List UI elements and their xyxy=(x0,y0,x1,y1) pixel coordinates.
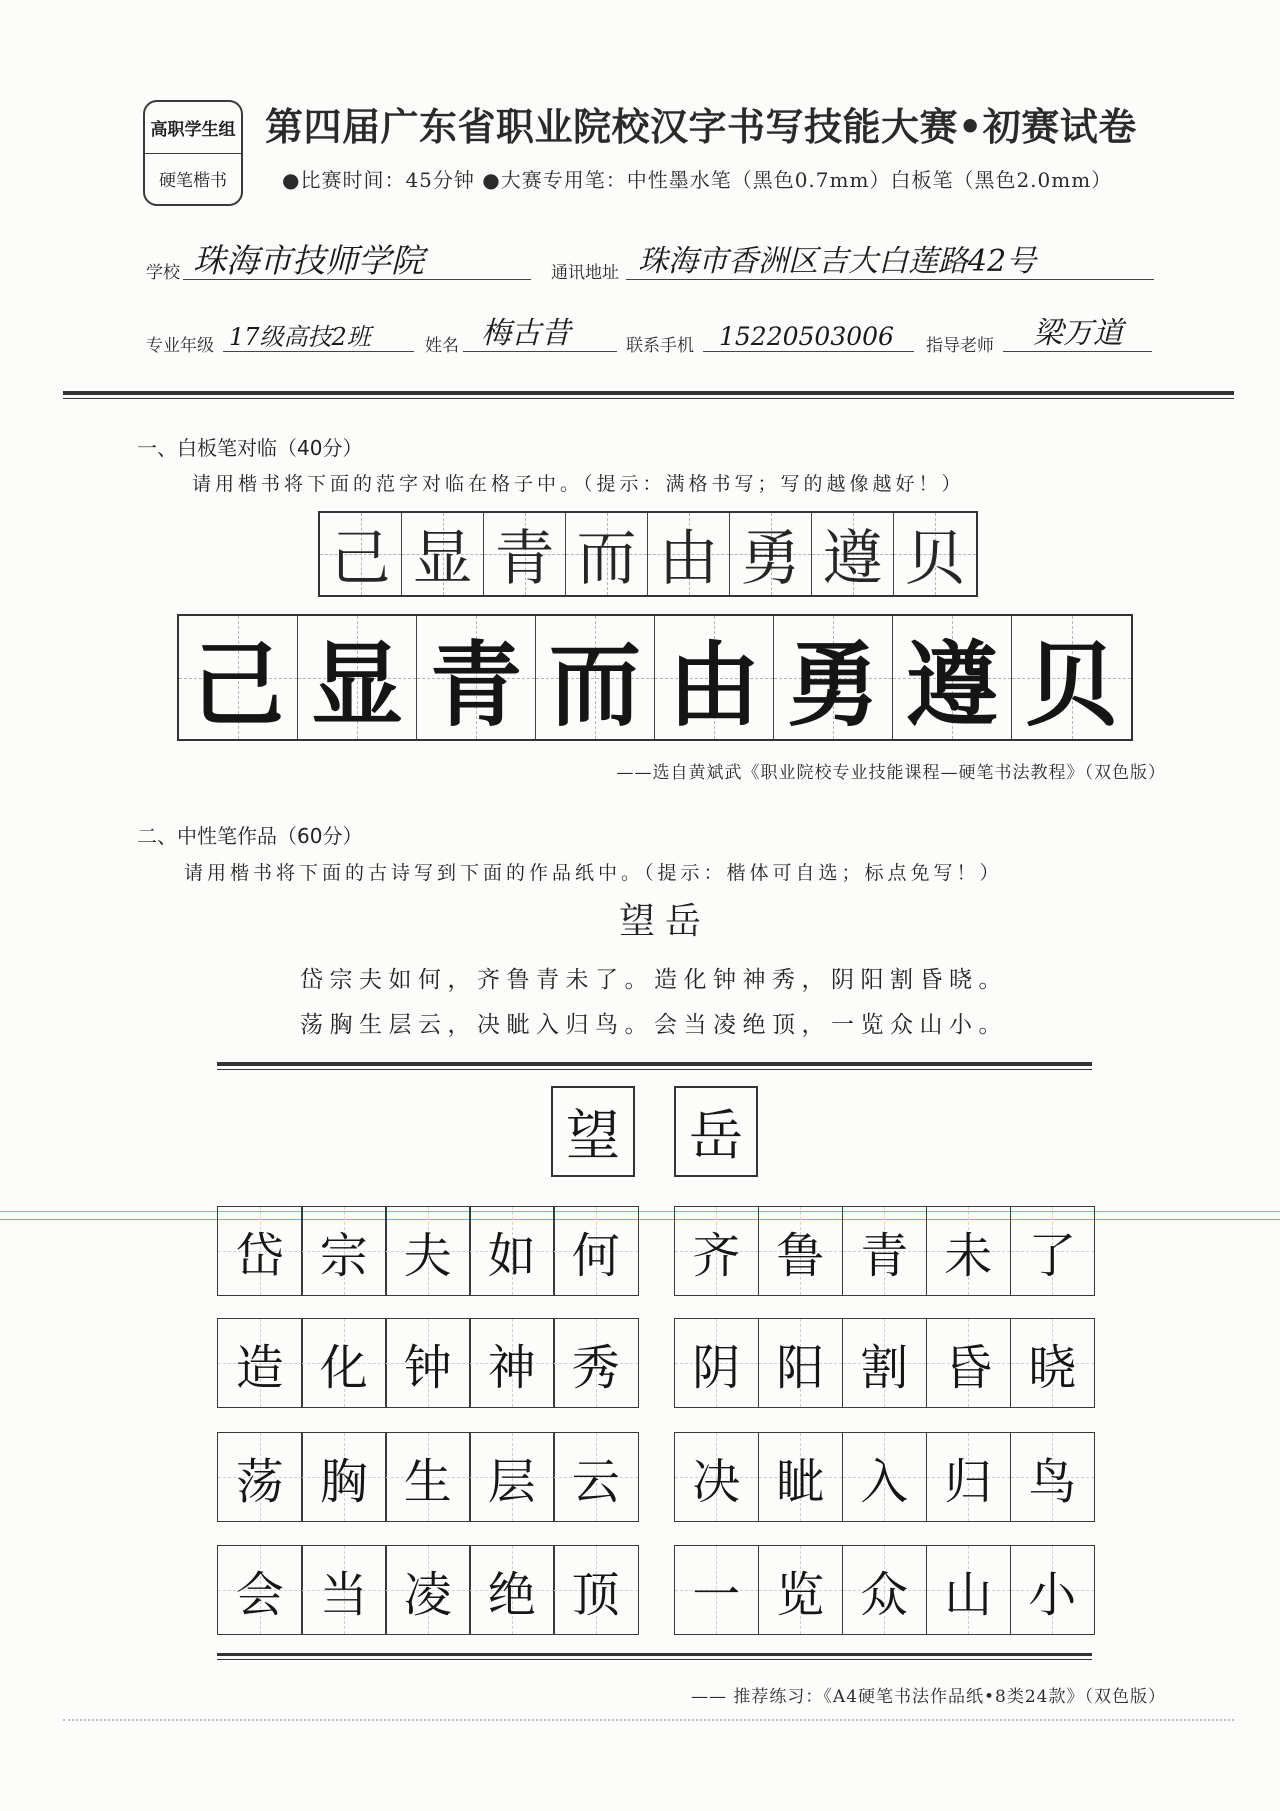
school-value: 珠海市技师学院 xyxy=(193,241,424,280)
section1-heading: 一、白板笔对临（40分） xyxy=(137,436,363,460)
model-char-cell: 显 xyxy=(402,513,484,595)
work-char-cell: 秀 xyxy=(553,1318,639,1408)
scan-noise-line xyxy=(63,1719,1234,1721)
work-char-cell: 未 xyxy=(926,1206,1012,1296)
work-char-cell: 归 xyxy=(926,1432,1012,1522)
copy-char-cell: 己 xyxy=(179,616,298,739)
address-value: 珠海市香洲区吉大白莲路42号 xyxy=(638,244,1037,279)
model-char-grid xyxy=(318,511,978,597)
work-char-cell: 一 xyxy=(674,1545,760,1635)
work-bottom-divider xyxy=(217,1653,1092,1660)
work-char-cell: 层 xyxy=(469,1432,555,1522)
work-char-cell: 岱 xyxy=(217,1206,303,1296)
work-char-cell: 了 xyxy=(1010,1206,1096,1296)
work-char-cell: 齐 xyxy=(674,1206,760,1296)
major-field xyxy=(223,312,414,352)
work-char-cell: 会 xyxy=(217,1545,303,1635)
name-label: 姓名 xyxy=(425,336,459,356)
header-divider xyxy=(63,391,1234,399)
copy-char-cell: 遵 xyxy=(893,616,1012,739)
exam-rules: ●比赛时间：45分钟 ●大赛专用笔：中性墨水笔（黑色0.7mm）白板笔（黑色2.0mm） xyxy=(282,168,1113,192)
copy-char-cell: 青 xyxy=(417,616,536,739)
model-char-cell: 遵 xyxy=(812,513,894,595)
work-char-cell: 云 xyxy=(553,1432,639,1522)
work-char-cell: 生 xyxy=(385,1432,471,1522)
work-char-cell: 化 xyxy=(301,1318,387,1408)
work-top-divider xyxy=(217,1062,1092,1070)
model-char-cell: 贝 xyxy=(894,513,976,595)
work-title-cell: 岳 xyxy=(674,1086,758,1177)
work-row xyxy=(217,1206,1095,1296)
copy-char-grid xyxy=(177,614,1133,741)
work-char-cell: 荡 xyxy=(217,1432,303,1522)
model-char-cell: 由 xyxy=(648,513,730,595)
major-value: 17级高技2班 xyxy=(229,323,371,351)
badge-group: 高职学生组 xyxy=(145,102,241,154)
model-char-cell: 而 xyxy=(566,513,648,595)
work-char-cell: 览 xyxy=(758,1545,844,1635)
section2-instruction: 请用楷书将下面的古诗写到下面的作品纸中。（提示：楷体可自选；标点免写！） xyxy=(184,862,1003,884)
teacher-value: 梁万道 xyxy=(1033,316,1123,351)
work-char-cell: 神 xyxy=(469,1318,555,1408)
work-title-cell: 望 xyxy=(551,1086,635,1177)
phone-field xyxy=(703,312,914,352)
work-char-cell: 宗 xyxy=(301,1206,387,1296)
work-char-cell: 绝 xyxy=(469,1545,555,1635)
teacher-label: 指导老师 xyxy=(926,336,994,356)
work-char-cell: 阳 xyxy=(758,1318,844,1408)
work-char-cell: 昏 xyxy=(926,1318,1012,1408)
badge-category: 硬笔楷书 xyxy=(159,171,227,192)
work-char-cell: 凌 xyxy=(385,1545,471,1635)
teacher-field xyxy=(1003,312,1152,352)
work-char-cell: 钟 xyxy=(385,1318,471,1408)
work-char-cell: 顶 xyxy=(553,1545,639,1635)
poem-line: 岱宗夫如何，齐鲁青未了。造化钟神秀，阴阳割昏晓。 xyxy=(300,967,1008,993)
work-char-cell: 眦 xyxy=(758,1432,844,1522)
school-field xyxy=(183,236,531,280)
model-char-cell: 青 xyxy=(484,513,566,595)
poem-line: 荡胸生层云，决眦入归鸟。会当凌绝顶，一览众山小。 xyxy=(300,1012,1008,1038)
copy-char-cell: 贝 xyxy=(1012,616,1131,739)
copy-char-cell: 而 xyxy=(536,616,655,739)
work-char-cell: 晓 xyxy=(1010,1318,1096,1408)
work-row xyxy=(217,1318,1095,1408)
work-char-cell: 夫 xyxy=(385,1206,471,1296)
recommend-note: —— 推荐练习：《A4硬笔书法作品纸•8类24款》（双色版） xyxy=(691,1687,1166,1707)
work-row xyxy=(217,1545,1095,1635)
section1-instruction: 请用楷书将下面的范字对临在格子中。（提示：满格书写；写的越像越好！） xyxy=(192,473,965,495)
work-char-cell: 造 xyxy=(217,1318,303,1408)
address-field xyxy=(626,236,1154,280)
copy-char-cell: 显 xyxy=(298,616,417,739)
work-char-cell: 如 xyxy=(469,1206,555,1296)
work-row xyxy=(217,1432,1095,1522)
model-char-cell: 己 xyxy=(320,513,402,595)
work-char-cell: 决 xyxy=(674,1432,760,1522)
work-char-cell: 鸟 xyxy=(1010,1432,1096,1522)
copy-char-cell: 勇 xyxy=(774,616,893,739)
major-label: 专业年级 xyxy=(146,336,214,356)
poem-title: 望岳 xyxy=(619,901,712,942)
work-char-cell: 胸 xyxy=(301,1432,387,1522)
work-char-cell: 割 xyxy=(842,1318,928,1408)
work-char-cell: 鲁 xyxy=(758,1206,844,1296)
group-badge xyxy=(143,100,243,206)
work-char-cell: 青 xyxy=(842,1206,928,1296)
school-label: 学校 xyxy=(146,263,180,283)
name-value: 梅古昔 xyxy=(481,316,571,351)
section2-heading: 二、中性笔作品（60分） xyxy=(137,824,363,848)
source-citation: ——选自黄斌武《职业院校专业技能课程—硬笔书法教程》（双色版） xyxy=(616,763,1166,783)
work-char-cell: 阴 xyxy=(674,1318,760,1408)
work-char-cell: 当 xyxy=(301,1545,387,1635)
model-char-cell: 勇 xyxy=(730,513,812,595)
name-field xyxy=(463,312,617,352)
phone-label: 联系手机 xyxy=(626,336,694,356)
work-char-cell: 小 xyxy=(1010,1545,1096,1635)
work-char-cell: 众 xyxy=(842,1545,928,1635)
copy-char-cell: 由 xyxy=(655,616,774,739)
work-char-cell: 何 xyxy=(553,1206,639,1296)
address-label: 通讯地址 xyxy=(551,263,619,283)
phone-value: 15220503006 xyxy=(719,322,894,351)
work-char-cell: 山 xyxy=(926,1545,1012,1635)
page-title: 第四届广东省职业院校汉字书写技能大赛•初赛试卷 xyxy=(265,105,1137,149)
work-char-cell: 入 xyxy=(842,1432,928,1522)
